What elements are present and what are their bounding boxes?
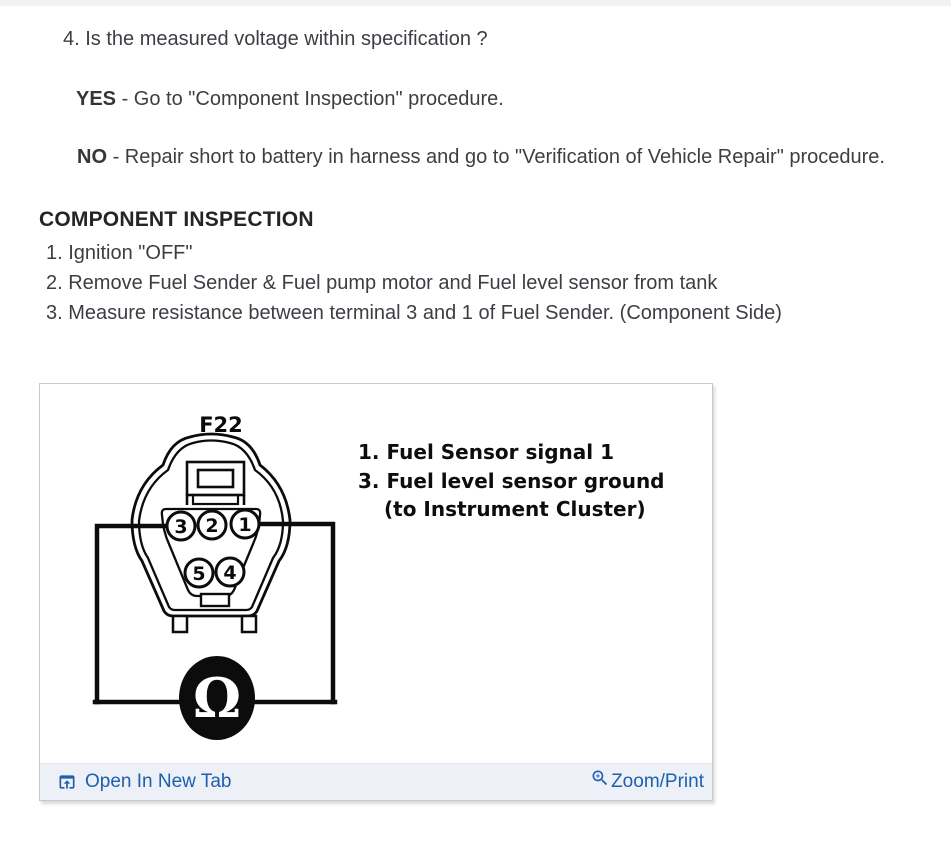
pin-2-label: 2 (205, 515, 219, 537)
question-text: 4. Is the measured voltage within specification ? (63, 28, 488, 50)
pin-5-label: 5 (192, 563, 206, 585)
top-strip (0, 0, 951, 6)
section-title: COMPONENT INSPECTION (39, 208, 314, 231)
inspection-steps (46, 238, 782, 328)
zoom-print-link[interactable] (590, 768, 704, 796)
connector-diagram (40, 384, 712, 764)
step-item-3: 3. Measure resistance between terminal 3 and 1 of Fuel Sender. (Component Side) (46, 302, 782, 324)
connector-latch (187, 462, 244, 505)
pin-1-label: 1 (238, 514, 252, 536)
zoom-in-icon (590, 768, 610, 788)
step-item-2: 2. Remove Fuel Sender & Fuel pump motor and Fuel level sensor from tank (46, 272, 718, 294)
pin-3-label: 3 (174, 516, 188, 538)
yes-instruction (76, 88, 504, 111)
cavity-notch (201, 594, 229, 606)
yes-text: - Go to "Component Inspection" procedure. (121, 88, 504, 110)
step-item-1: 1. Ignition "OFF" (46, 242, 193, 264)
no-text: - Repair short to battery in harness and go to "Verification of Vehicle Repair" procedure. (112, 146, 885, 168)
zoom-print-label: Zoom/Print (611, 771, 704, 792)
figure-panel (39, 383, 713, 801)
legend-line-2: 3. Fuel level sensor ground (358, 469, 665, 493)
ohmmeter-symbol: Ω (192, 666, 242, 730)
legend-line-1: 1. Fuel Sensor signal 1 (358, 440, 614, 464)
open-in-new-tab-icon (57, 772, 77, 792)
no-label: NO (77, 146, 107, 168)
open-in-new-tab-link[interactable] (57, 771, 231, 793)
figure-footer (40, 763, 712, 800)
connector-id-label: F22 (199, 413, 243, 437)
open-in-new-tab-label: Open In New Tab (85, 771, 232, 792)
connector-leg-left (173, 616, 187, 632)
pin-4-label: 4 (223, 562, 237, 584)
no-instruction (77, 146, 885, 169)
yes-label: YES (76, 88, 117, 110)
connector-leg-right (242, 616, 256, 632)
legend-line-3: (to Instrument Cluster) (384, 497, 646, 521)
